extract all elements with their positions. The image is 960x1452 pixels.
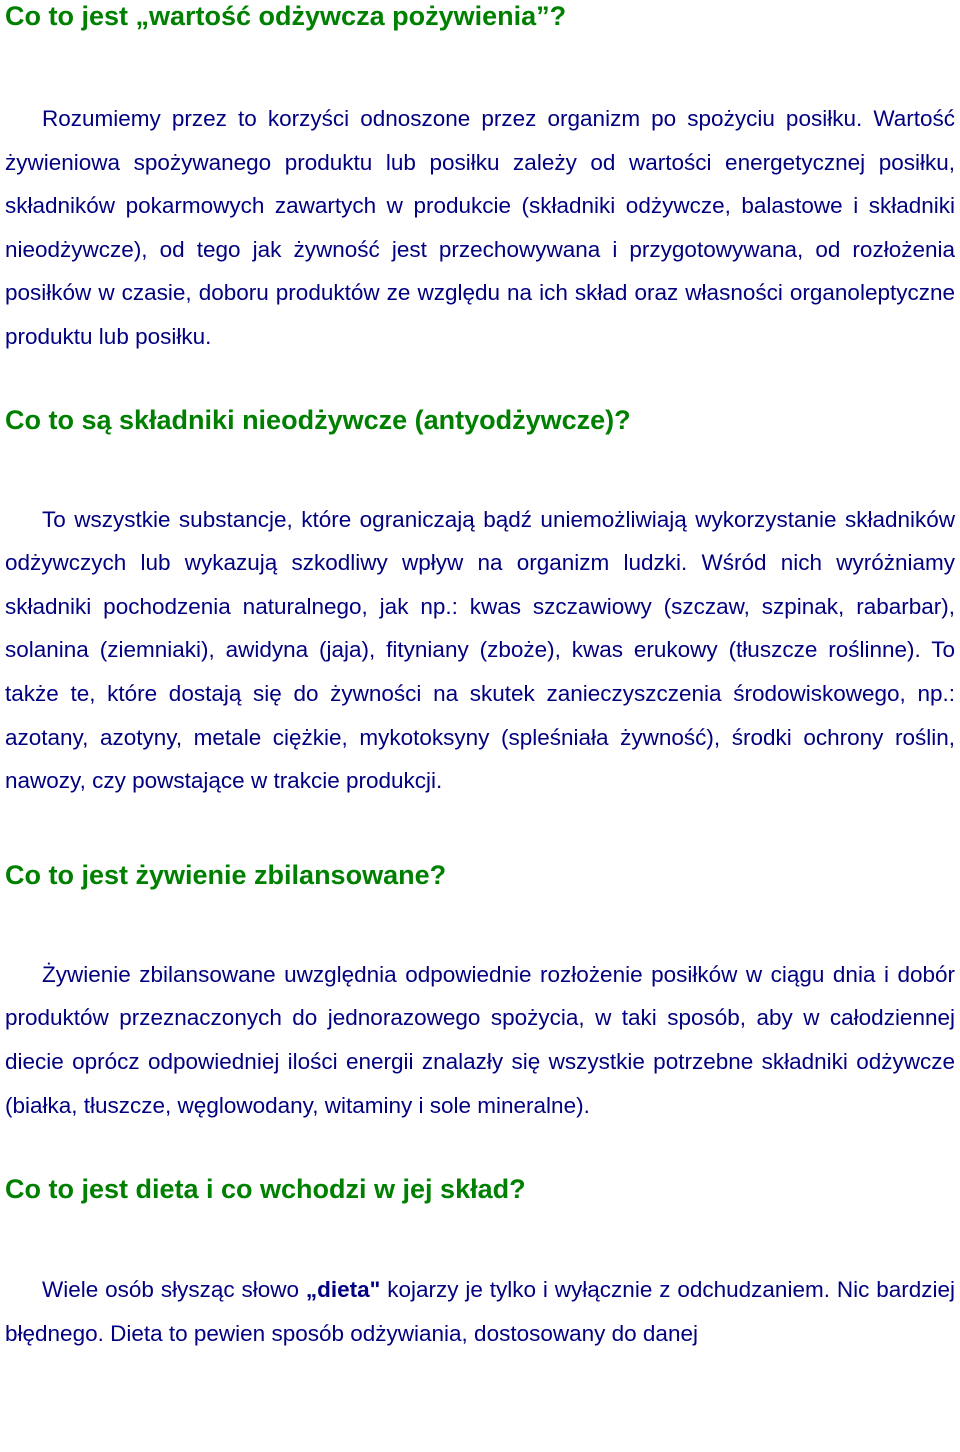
paragraph-antinutrients: To wszystkie substancje, które ograniczają bądź uniemożliwiają wykorzystanie składników odżywczych lub wykazują szkodliwy wpływ na organizm ludzki. Wśród nich wyróżniamy składniki pochodzenia naturalnego, jak np.: kwas szczawiowy (szczaw, szpinak, rabarbar), solanina (ziemniaki), awidyna (jaja), fityniany (zboże), kwas erukowy (tłuszcze roślinne). To także te, które dostają się do żywności na skutek zanieczyszczenia środowiskowego, np.: azotany, azotyny, metale ciężkie, mykotoksyny (spleśniała żywność), środki ochrony roślin, nawozy, czy powstające w trakcie produkcji. [5, 506, 955, 794]
document-page [5, 0, 955, 1355]
paragraph-diet-definition [5, 1268, 955, 1355]
heading-diet-definition: Co to jest dieta i co wchodzi w jej skład? [5, 1174, 526, 1205]
paragraph-balanced-diet: Żywienie zbilansowane uwzględnia odpowiednie rozłożenie posiłków w ciągu dnia i dobór produktów przeznaczonych do jednorazowego spożycia, w taki sposób, aby w całodziennej diecie oprócz odpowiedniej ilości energii znalazły się wszystkie potrzebne składniki odżywcze (białka, tłuszcze, węglowodany, witaminy i sole mineralne). [5, 961, 955, 1118]
paragraph-diet-bold-word: „dieta" [305, 1277, 381, 1303]
heading-nutritional-value: Co to jest „wartość odżywcza pożywienia”? [5, 1, 567, 31]
paragraph-diet-text-end: kojarzy je tylko i wyłącznie z odchudzaniem. Nic bardziej błędnego. Dieta to pewien sposób odżywiania, dostosowany do danej [5, 1277, 956, 1346]
paragraph-nutritional-value: Rozumiemy przez to korzyści odnoszone przez organizm po spożyciu posiłku. Wartość żywieniowa spożywanego produktu lub posiłku zależy od wartości energetycznej posiłku, składników pokarmowych zawartych w produkcie (składniki odżywcze, balastowe i składniki nieodżywcze), od tego jak żywność jest przechowywana i przygotowywana, od rozłożenia posiłków w czasie, doboru produktów ze względu na ich skład oraz własności organoleptyczne produktu lub posiłku. [5, 106, 955, 349]
heading-balanced-diet: Co to jest żywienie zbilansowane? [5, 859, 447, 890]
paragraph-diet-text-start: Wiele osób słysząc słowo [42, 1277, 306, 1303]
heading-antinutrients: Co to są składniki nieodżywcze (antyodżywcze)? [5, 404, 631, 435]
